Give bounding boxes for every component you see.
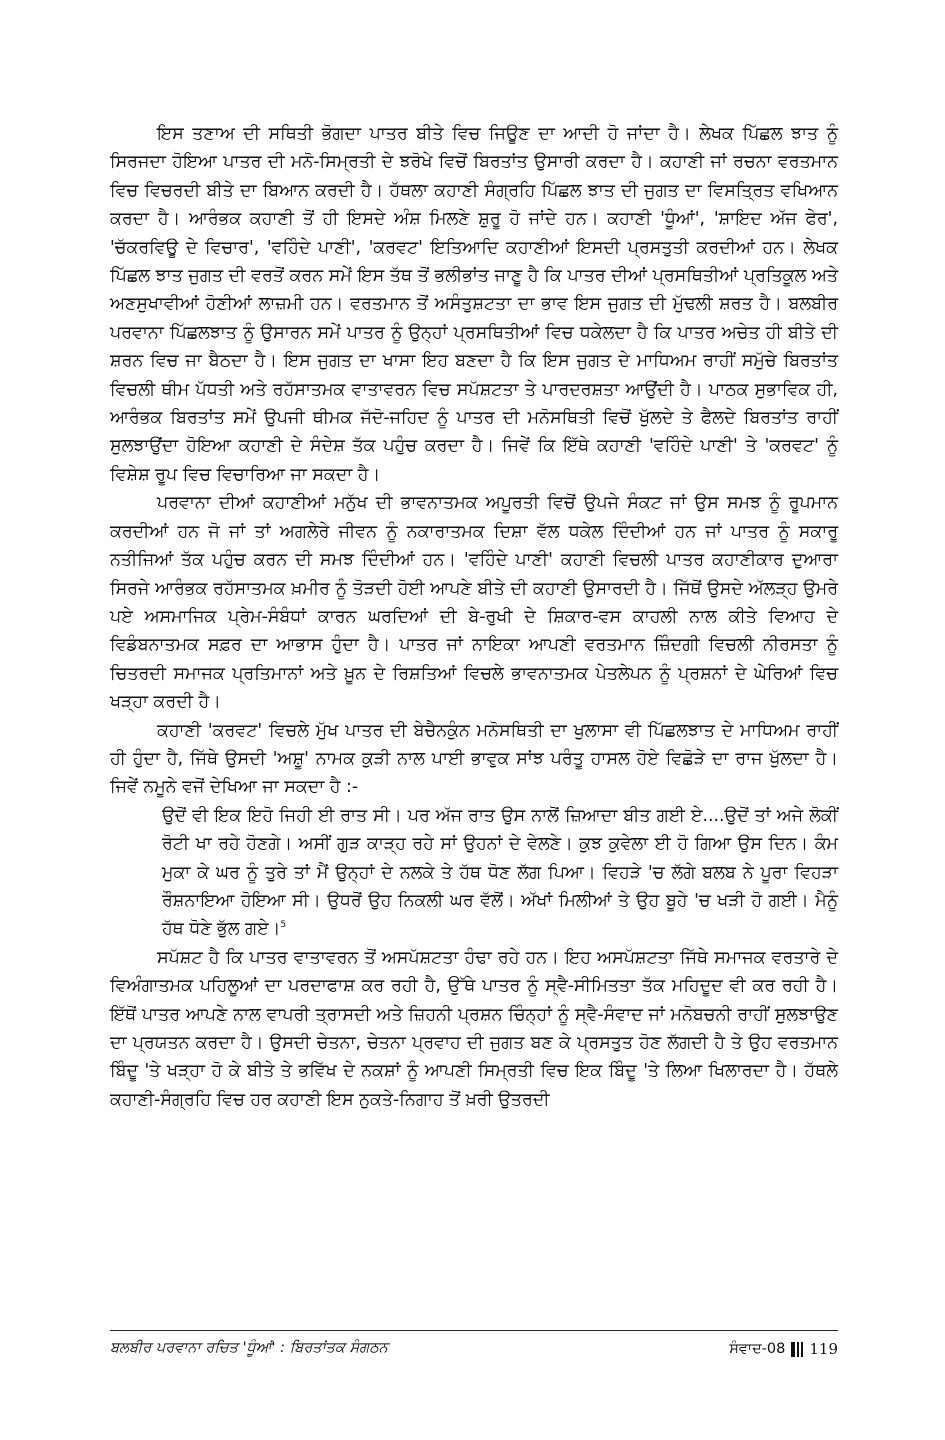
page-number: 119 [809,1340,838,1358]
paragraph-1: ਇਸ ਤਣਾਅ ਦੀ ਸਥਿਤੀ ਭੋਗਦਾ ਪਾਤਰ ਬੀਤੇ ਵਿਚ ਜਿਊਣ ਦਾ ਆਦੀ ਹੋ ਜਾਂਦਾ ਹੈ। ਲੇਖਕ ਪਿੱਛਲ ਝਾਤ ਨੂੰ ਸਿਰਜਦਾ ਹੋਇਆ ਪਾਤਰ ਦੀ ਮਨੋ-ਸਿਮ੍ਰਤੀ ਦੇ ਝਰੋਖੇ ਵਿਚੋਂ ਬਿਰਤਾਂਤ ਉਸਾਰੀ ਕਰਦਾ ਹੈ। ਕਹਾਣੀ ਜਾਂ ਰਚਨਾ ਵਰਤਮਾਨ ਵਿਚ ਵਿਚਰਦੀ ਬੀਤੇ ਦਾ ਬਿਆਨ ਕਰਦੀ ਹੈ। ਹੱਥਲਾ ਕਹਾਣੀ ਸੰਗ੍ਰਹਿ ਪਿੱਛਲ ਝਾਤ ਦੀ ਜੁਗਤ ਦਾ ਵਿਸਤ੍ਰਿਤ ਵਖਿਆਨ ਕਰਦਾ ਹੈ। ਆਰੰਭਕ ਕਹਾਣੀ ਤੋਂ ਹੀ ਇਸਦੇ ਅੰਸ਼ ਮਿਲਣੇ ਸ਼ੁਰੂ ਹੋ ਜਾਂਦੇ ਹਨ। ਕਹਾਣੀ 'ਧੂੰਆਂ', 'ਸ਼ਾਇਦ ਅੱਜ ਫੇਰ', 'ਚੱਕਰਵਿਊ ਦੇ ਵਿਚਾਰ', 'ਵਹਿੰਦੇ ਪਾਣੀ', 'ਕਰਵਟ' ਇਤਿਆਦਿ ਕਹਾਣੀਆਂ ਇਸਦੀ ਪ੍ਰਸਤੁਤੀ ਕਰਦੀਆਂ ਹਨ। ਲੇਖਕ ਪਿੱਛਲ ਝਾਤ ਜੁਗਤ ਦੀ ਵਰਤੋਂ ਕਰਨ ਸਮੇਂ ਇਸ ਤੱਥ ਤੋਂ ਭਲੀਭਾਂਤ ਜਾਣੂ ਹੈ ਕਿ ਪਾਤਰ ਦੀਆਂ ਪ੍ਰਸਥਿਤੀਆਂ ਪ੍ਰਤਿਕੂਲ ਅਤੇ ਅਣਸੁਖਾਵੀਆਂ ਹੋਣੀਆਂ ਲਾਜ਼ਮੀ ਹਨ। ਵਰਤਮਾਨ ਤੋਂ ਅਸੰਤੁਸ਼ਟਤਾ ਦਾ ਭਾਵ ਇਸ ਜੁਗਤ ਦੀ ਮੁੱਢਲੀ ਸ਼ਰਤ ਹੈ। ਬਲਬੀਰ ਪਰਵਾਨਾ ਪਿੱਛਲਝਾਤ ਨੂੰ ਉਸਾਰਨ ਸਮੇਂ ਪਾਤਰ ਨੂੰ ਉਨ੍ਹਾਂ ਪ੍ਰਸਥਿਤੀਆਂ ਵਿਚ ਧਕੇਲਦਾ ਹੈ ਕਿ ਪਾਤਰ ਅਚੇਤ ਹੀ ਬੀਤੇ ਦੀ ਸ਼ਰਨ ਵਿਚ ਜਾ ਬੈਠਦਾ ਹੈ। ਇਸ ਜੁਗਤ ਦਾ ਖਾਸਾ ਇਹ ਬਣਦਾ ਹੈ ਕਿ ਇਸ ਜੁਗਤ ਦੇ ਮਾਧਿਅਮ ਰਾਹੀਂ ਸਮੁੱਚੇ ਬਿਰਤਾਂਤ ਵਿਚਲੀ ਥੀਮ ਪੱਧਤੀ ਅਤੇ ਰਹੱਸਾਤਮਕ ਵਾਤਾਵਰਨ ਵਿਚ ਸਪੱਸ਼ਟਤਾ ਤੇ ਪਾਰਦਰਸ਼ਤਾ ਆਉਂਦੀ ਹੈ। ਪਾਠਕ ਸੁਭਾਵਿਕ ਹੀ, ਆਰੰਭਕ ਬਿਰਤਾਂਤ ਸਮੇਂ ਉਪਜੀ ਥੀਮਕ ਜੱਦੋ-ਜਹਿਦ ਨੂੰ ਪਾਤਰ ਦੀ ਮਨੋਸਥਿਤੀ ਵਿਚੋਂ ਖੁੱਲਦੇ ਤੇ ਫੈਲਦੇ ਬਿਰਤਾਂਤ ਰਾਹੀਂ ਸੁਲਝਾਉਂਦਾ ਹੋਇਆ ਕਹਾਣੀ ਦੇ ਸੰਦੇਸ਼ ਤੱਕ ਪਹੁੰਚ ਕਰਦਾ ਹੈ। ਜਿਵੇਂ ਕਿ ਇੱਥੇ ਕਹਾਣੀ 'ਵਹਿੰਦੇ ਪਾਣੀ' ਤੇ 'ਕਰਵਟ' ਨੂੰ ਵਿਸ਼ੇਸ਼ ਰੂਪ ਵਿਚ ਵਿਚਾਰਿਆ ਜਾ ਸਕਦਾ ਹੈ। [110,124,838,485]
paragraph-3: ਕਹਾਣੀ 'ਕਰਵਟ' ਵਿਚਲੇ ਮੁੱਖ ਪਾਤਰ ਦੀ ਬੇਚੈਨਕੁੰਨ ਮਨੋਸਥਿਤੀ ਦਾ ਖੁਲਾਸਾ ਵੀ ਪਿੱਛਲਝਾਤ ਦੇ ਮਾਧਿਅਮ ਰਾਹੀਂ ਹੀ ਹੁੰਦਾ ਹੈ, ਜਿੱਥੇ ਉਸਦੀ 'ਅਸ਼ੂ' ਨਾਮਕ ਕੁੜੀ ਨਾਲ ਪਾਈ ਭਾਵੁਕ ਸਾਂਝ ਪਰੰਤੂ ਹਾਸਲ ਹੋਏ ਵਿਛੋੜੇ ਦਾ ਰਾਜ ਖੁੱਲਦਾ ਹੈ। ਜਿਵੇਂ ਨਮੂਨੇ ਵਜੋਂ ਦੇਖਿਆ ਜਾ ਸਕਦਾ ਹੈ :- [110,720,838,798]
block-quote [162,802,838,944]
footer-rule [110,1330,838,1331]
body-text [110,120,838,1114]
running-title: ਬਲਬੀਰ ਪਰਵਾਨਾ ਰਚਿਤ 'ਧੂੰਆਂ' : ਬਿਰਤਾਂਤਕ ਸੰਗਠਨ [110,1340,388,1356]
page-footer [110,1340,838,1368]
barcode-icon [791,1341,803,1357]
journal-issue: ਸੰਵਾਦ-08 [729,1341,786,1357]
paragraph-2: ਪਰਵਾਨਾ ਦੀਆਂ ਕਹਾਣੀਆਂ ਮਨੁੱਖ ਦੀ ਭਾਵਨਾਤਮਕ ਅਪੂਰਤੀ ਵਿਚੋਂ ਉਪਜੇ ਸੰਕਟ ਜਾਂ ਉਸ ਸਮਝ ਨੂੰ ਰੂਪਮਾਨ ਕਰਦੀਆਂ ਹਨ ਜੋ ਜਾਂ ਤਾਂ ਅਗਲੇਰੇ ਜੀਵਨ ਨੂੰ ਨਕਾਰਾਤਮਕ ਦਿਸ਼ਾ ਵੱਲ ਧਕੇਲ ਦਿੰਦੀਆਂ ਹਨ ਜਾਂ ਪਾਤਰ ਨੂੰ ਸਕਾਰੂ ਨਤੀਜਿਆਂ ਤੱਕ ਪਹੁੰਚ ਕਰਨ ਦੀ ਸਮਝ ਦਿੰਦੀਆਂ ਹਨ। 'ਵਹਿੰਦੇ ਪਾਣੀ' ਕਹਾਣੀ ਵਿਚਲੀ ਪਾਤਰ ਕਹਾਣੀਕਾਰ ਦੁਆਰਾ ਸਿਰਜੇ ਆਰੰਭਕ ਰਹੱਸਾਤਮਕ ਖ਼ਮੀਰ ਨੂੰ ਤੋੜਦੀ ਹੋਈ ਆਪਣੇ ਬੀਤੇ ਦੀ ਕਹਾਣੀ ਉਸਾਰਦੀ ਹੈ। ਜਿੱਥੋਂ ਉਸਦੇ ਅੱਲੜ੍ਹ ਉਮਰੇ ਪਏ ਅਸਮਾਜਿਕ ਪ੍ਰੇਮ-ਸੰਬੰਧਾਂ ਕਾਰਨ ਘਰਦਿਆਂ ਦੀ ਬੇ-ਰੁਖੀ ਦੇ ਸ਼ਿਕਾਰ-ਵਸ ਕਾਹਲੀ ਨਾਲ ਕੀਤੇ ਵਿਆਹ ਦੇ ਵਿਡੰਬਨਾਤਮਕ ਸਫ਼ਰ ਦਾ ਆਭਾਸ ਹੁੰਦਾ ਹੈ। ਪਾਤਰ ਜਾਂ ਨਾਇਕਾ ਆਪਣੀ ਵਰਤਮਾਨ ਜ਼ਿੰਦਗੀ ਵਿਚਲੀ ਨੀਰਸਤਾ ਨੂੰ ਚਿਤਰਦੀ ਸਮਾਜਕ ਪ੍ਰਤਿਮਾਨਾਂ ਅਤੇ ਖ਼ੂਨ ਦੇ ਰਿਸ਼ਤਿਆਂ ਵਿਚਲੇ ਭਾਵਨਾਤਮਕ ਪੇਤਲੇਪਨ ਨੂੰ ਪ੍ਰਸ਼ਨਾਂ ਦੇ ਘੇਰਿਆਂ ਵਿਚ ਖੜ੍ਹਾ ਕਰਦੀ ਹੈ। [110,493,838,713]
footer-right [729,1340,838,1358]
footnote-marker: 5 [280,920,287,931]
block-quote-text: ਉਦੋਂ ਵੀ ਇਕ ਇਹੋ ਜਿਹੀ ਈ ਰਾਤ ਸੀ। ਪਰ ਅੱਜ ਰਾਤ ਉਸ ਨਾਲੋਂ ਜ਼ਿਆਦਾ ਬੀਤ ਗਈ ਏ....ਉਦੋਂ ਤਾਂ ਅਜੇ ਲੋਕੀਂ ਰੋਟੀ ਖਾ ਰਹੇ ਹੋਣਗੇ। ਅਸੀਂ ਗੁੜ ਕਾੜ੍ਹ ਰਹੇ ਸਾਂ ਉਹਨਾਂ ਦੇ ਵੇਲਣੇ। ਕੁਝ ਕੁਵੇਲਾ ਈ ਹੋ ਗਿਆ ਉਸ ਦਿਨ। ਕੰਮ ਮੁਕਾ ਕੇ ਘਰ ਨੂੰ ਤੁਰੇ ਤਾਂ ਮੈਂ ਉਨ੍ਹਾਂ ਦੇ ਨਲਕੇ ਤੇ ਹੱਥ ਧੋਣ ਲੱਗ ਪਿਆ। ਵਿਹੜੇ 'ਚ ਲੱਗੇ ਬਲਬ ਨੇ ਪੂਰਾ ਵਿਹੜਾ ਰੌਸ਼ਨਾਇਆ ਹੋਇਆ ਸੀ। ਉਧਰੋਂ ਉਹ ਨਿਕਲੀ ਘਰ ਵੱਲੋਂ। ਅੱਖਾਂ ਮਿਲੀਆਂ ਤੇ ਉਹ ਬੂਹੇ 'ਚ ਖੜੀ ਹੋ ਗਈ। ਮੈਨੂੰ ਹੱਥ ਧੋਣੇ ਭੁੱਲ ਗਏ। [162,805,838,940]
paragraph-4: ਸਪੱਸ਼ਟ ਹੈ ਕਿ ਪਾਤਰ ਵਾਤਾਵਰਨ ਤੋਂ ਅਸਪੱਸ਼ਟਤਾ ਹੰਢਾ ਰਹੇ ਹਨ। ਇਹ ਅਸਪੱਸ਼ਟਤਾ ਜਿੱਥੇ ਸਮਾਜਕ ਵਰਤਾਰੇ ਦੇ ਵਿਅੰਗਾਤਮਕ ਪਹਿਲੂਆਂ ਦਾ ਪਰਦਾਫਾਸ਼ ਕਰ ਰਹੀ ਹੈ, ਉੱਥੇ ਪਾਤਰ ਨੂੰ ਸ੍ਵੈ-ਸੀਮਿਤਤਾ ਤੱਕ ਮਹਿਦੂਦ ਵੀ ਕਰ ਰਹੀ ਹੈ। ਇੱਥੋਂ ਪਾਤਰ ਆਪਣੇ ਨਾਲ ਵਾਪਰੀ ਤ੍ਰਾਸਦੀ ਅਤੇ ਜ਼ਿਹਨੀ ਪ੍ਰਸ਼ਨ ਚਿੰਨ੍ਹਾਂ ਨੂੰ ਸ੍ਵੈ-ਸੰਵਾਦ ਜਾਂ ਮਨੋਬਚਨੀ ਰਾਹੀਂ ਸੁਲਝਾਉਣ ਦਾ ਪ੍ਰਯਤਨ ਕਰਦਾ ਹੈ। ਉਸਦੀ ਚੇਤਨਾ, ਚੇਤਨਾ ਪ੍ਰਵਾਹ ਦੀ ਜੁਗਤ ਬਣ ਕੇ ਪ੍ਰਸਤੁਤ ਹੋਣ ਲੱਗਦੀ ਹੈ ਤੇ ਉਹ ਵਰਤਮਾਨ ਬਿੰਦੂ 'ਤੇ ਖੜ੍ਹਾ ਹੋ ਕੇ ਬੀਤੇ ਤੇ ਭਵਿੱਖ ਦੇ ਨਕਸ਼ਾਂ ਨੂੰ ਆਪਣੀ ਸਿਮ੍ਰਤੀ ਵਿਚ ਇਕ ਬਿੰਦੂ 'ਤੇ ਲਿਆ ਖਿਲਾਰਦਾ ਹੈ। ਹੱਥਲੇ ਕਹਾਣੀ-ਸੰਗ੍ਰਹਿ ਵਿਚ ਹਰ ਕਹਾਣੀ ਇਸ ਨੁਕਤੇ-ਨਿਗਾਹ ਤੋਂ ਖ਼ਰੀ ਉਤਰਦੀ [110,947,838,1110]
